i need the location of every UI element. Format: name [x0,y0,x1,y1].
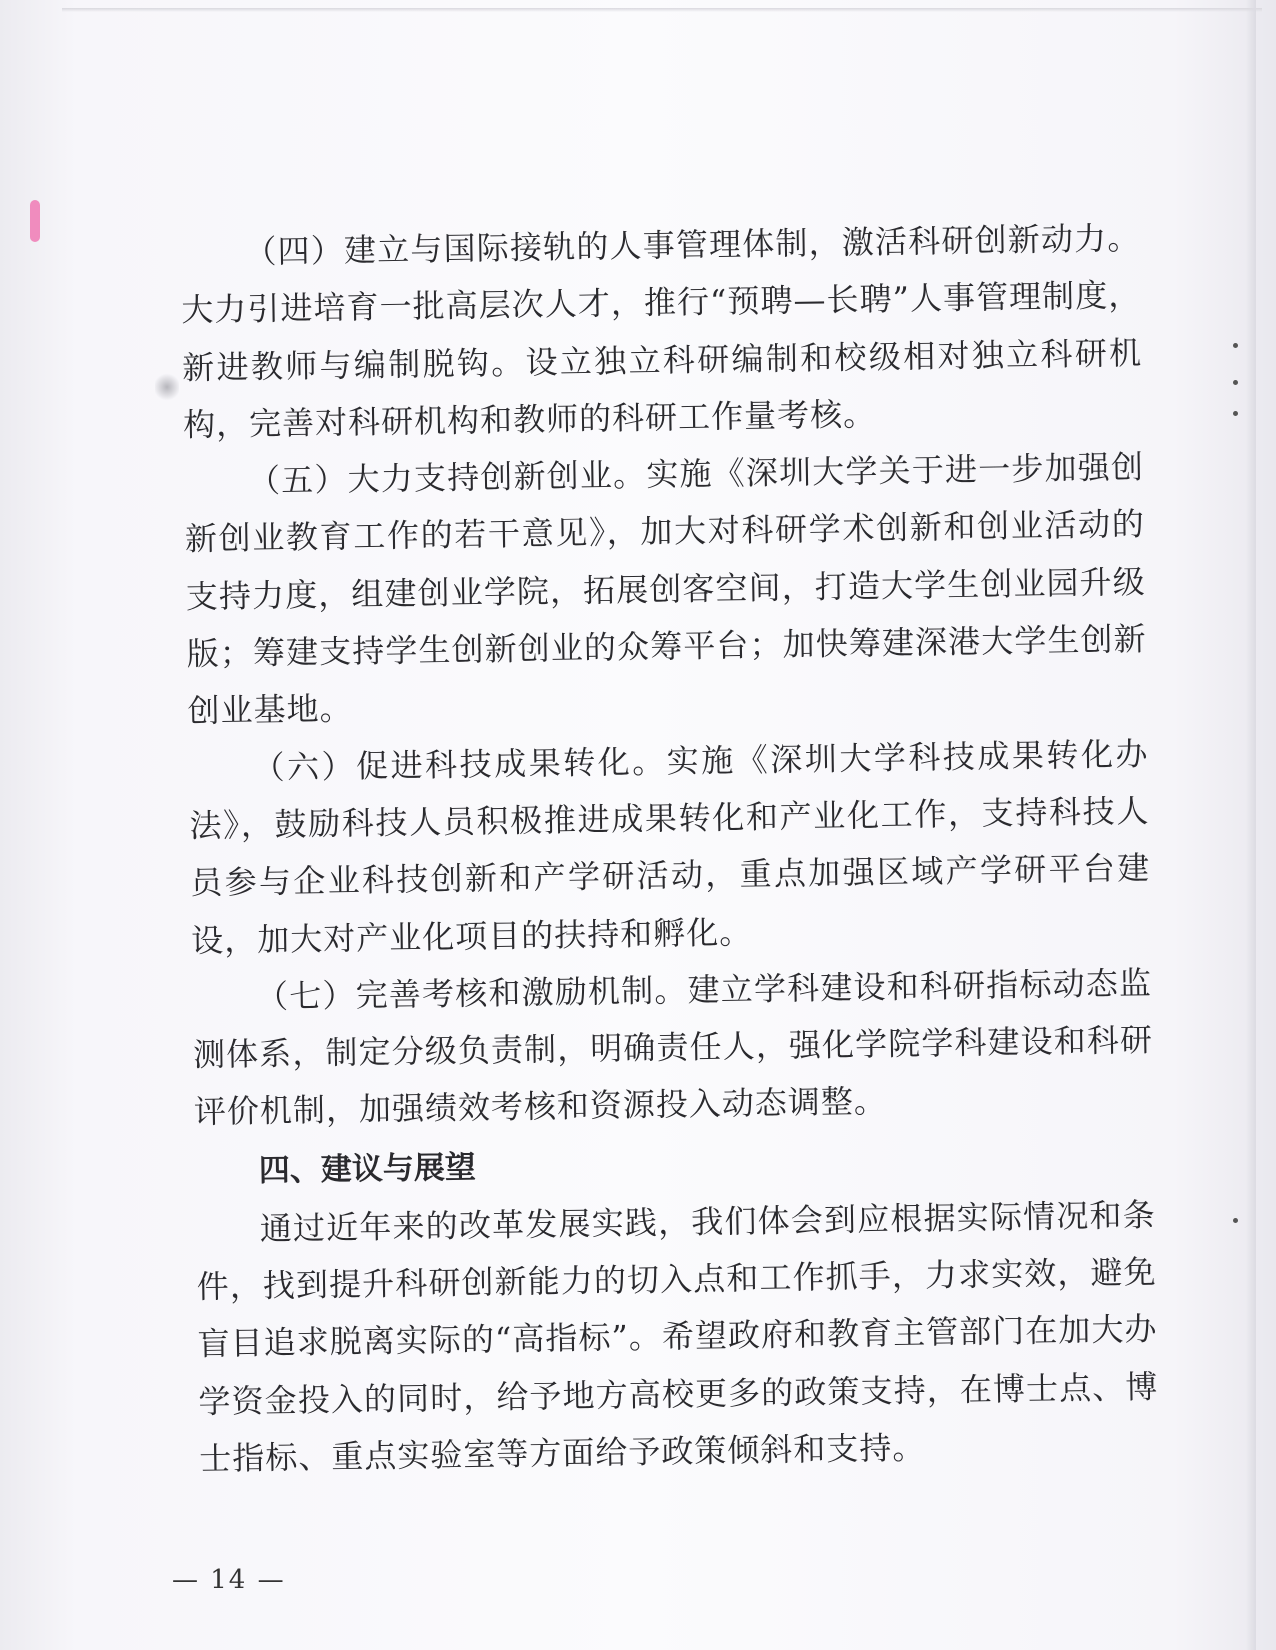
paragraph-tech-transfer: （六）促进科技成果转化。实施《深圳大学科技成果转化办法》，鼓励科技人员积极推进成果转化和产业化工作，支持科技人员参与企业科技创新和产学研活动，重点加强区域产学研平台建设，加大对产业化项目的扶持和孵化。 [189,734,1151,960]
page-number: — 14 — [172,1565,286,1595]
binding-hole [1233,380,1238,385]
binding-hole [1233,411,1238,416]
document-body [180,210,1160,1488]
binding-hole [1233,343,1238,348]
pink-ink-mark [30,200,40,242]
paragraph-personnel-system: （四）建立与国际接轨的人事管理体制，激活科研创新动力。大力引进培育一批高层次人才，推行“预聘—长聘”人事管理制度，新进教师与编制脱钩。设立独立科研编制和校级相对独立科研机构，完善对科研机构和教师的科研工作量考核。 [181,218,1143,444]
page-edge-top [62,8,1262,12]
paragraph-closing: 通过近年来的改革发展实践，我们体会到应根据实际情况和条件，找到提升科研创新能力的切入点和工作抓手，力求实效，避免盲目追求脱离实际的“高指标”。希望政府和教育主管部门在加大办学资金投入的同时，给予地方高校更多的政策支持，在博士点、博士指标、重点实验室等方面给予政策倾斜和支持。 [196,1195,1159,1478]
page-edge-right [1246,0,1256,1650]
section-heading: 四、建议与展望 [258,1149,477,1189]
ink-smudge [155,372,179,402]
paragraph-innovation-entrepreneurship: （五）大力支持创新创业。实施《深圳大学关于进一步加强创新创业教育工作的若干意见》，加大对科研学术创新和创业活动的支持力度，组建创业学院，拓展创客空间，打造大学生创业园升级版；筹建支持学生创新创业的众筹平台；加快筹建深港大学生创新创业基地。 [184,448,1147,731]
binding-hole [1233,1218,1238,1223]
paragraph-assessment-incentives: （七）完善考核和激励机制。建立学科建设和科研指标动态监测体系，制定分级负责制，明确责任人，强化学院学科建设和科研评价机制，加强绩效考核和资源投入动态调整。 [192,963,1154,1132]
